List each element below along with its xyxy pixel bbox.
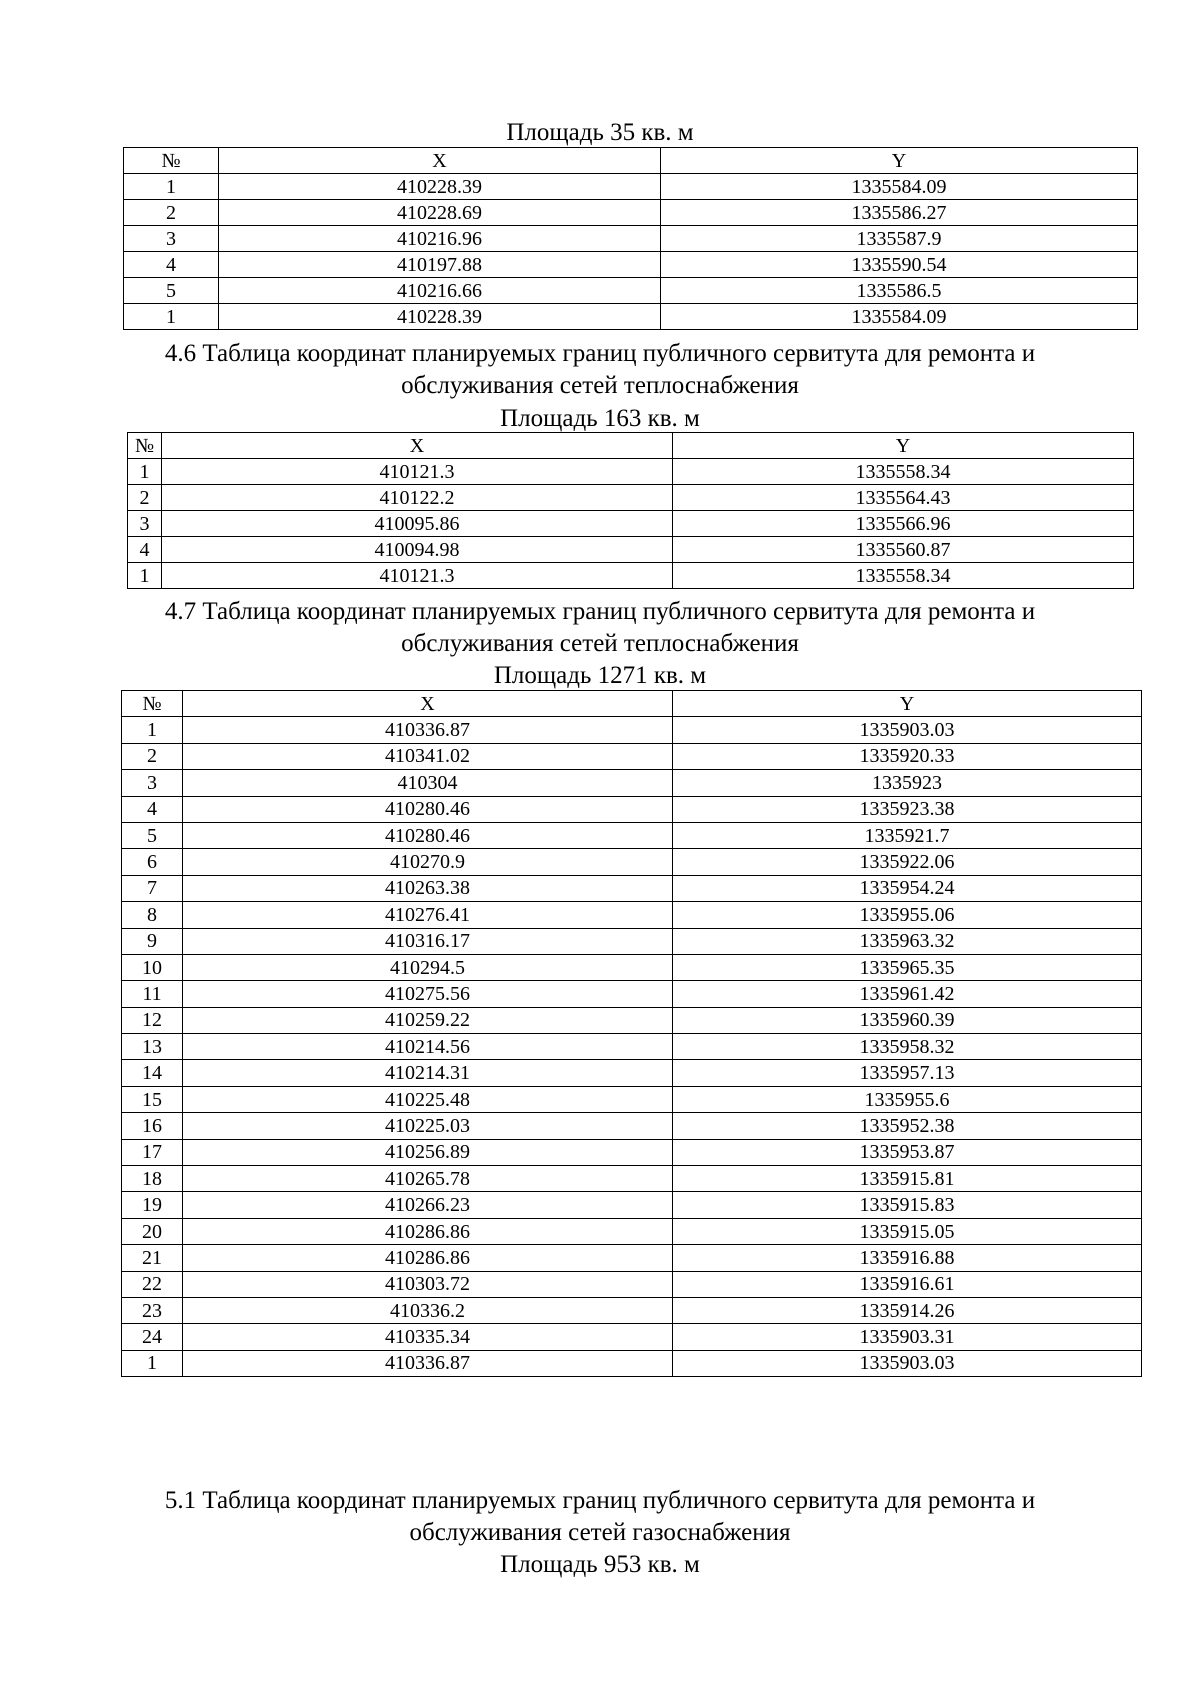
point-number-cell: 5 xyxy=(124,278,219,304)
y-coordinate-cell: 1335584.09 xyxy=(661,304,1138,330)
x-coordinate-cell: 410335.34 xyxy=(183,1324,673,1350)
table-row xyxy=(122,1218,1142,1244)
y-coordinate-cell: 1335914.26 xyxy=(673,1297,1142,1323)
header-y: Y xyxy=(673,433,1134,459)
table-header-row xyxy=(124,148,1138,174)
y-coordinate-cell: 1335903.31 xyxy=(673,1324,1142,1350)
point-number-cell: 1 xyxy=(122,1350,183,1376)
y-coordinate-cell: 1335961.42 xyxy=(673,981,1142,1007)
area-caption-1271: Площадь 1271 кв. м xyxy=(493,662,707,689)
x-coordinate-cell: 410265.78 xyxy=(183,1166,673,1192)
table-header-row xyxy=(128,433,1134,459)
point-number-cell: 1 xyxy=(124,174,219,200)
table-row xyxy=(122,796,1142,822)
table-title-4-7-line1: 4.7 Таблица координат планируемых границ публичного сервитута для ремонта и xyxy=(164,598,1036,625)
point-number-cell: 5 xyxy=(122,822,183,848)
point-number-cell: 6 xyxy=(122,849,183,875)
y-coordinate-cell: 1335958.32 xyxy=(673,1034,1142,1060)
point-number-cell: 18 xyxy=(122,1166,183,1192)
x-coordinate-cell: 410228.39 xyxy=(219,174,661,200)
point-number-cell: 2 xyxy=(122,743,183,769)
x-coordinate-cell: 410270.9 xyxy=(183,849,673,875)
table-title-5-1-line1: 5.1 Таблица координат планируемых границ публичного сервитута для ремонта и xyxy=(164,1487,1036,1514)
point-number-cell: 23 xyxy=(122,1297,183,1323)
header-x: X xyxy=(219,148,661,174)
y-coordinate-cell: 1335954.24 xyxy=(673,875,1142,901)
area-caption-35: Площадь 35 кв. м xyxy=(506,119,694,146)
point-number-cell: 3 xyxy=(124,226,219,252)
y-coordinate-cell: 1335920.33 xyxy=(673,743,1142,769)
y-coordinate-cell: 1335957.13 xyxy=(673,1060,1142,1086)
table-row xyxy=(122,1192,1142,1218)
y-coordinate-cell: 1335965.35 xyxy=(673,954,1142,980)
table-row xyxy=(128,511,1134,537)
header-x: X xyxy=(183,691,673,717)
header-number: № xyxy=(128,433,162,459)
table-row xyxy=(122,770,1142,796)
x-coordinate-cell: 410121.3 xyxy=(162,563,673,589)
y-coordinate-cell: 1335558.34 xyxy=(673,459,1134,485)
table-row xyxy=(122,1113,1142,1139)
table-row xyxy=(122,849,1142,875)
y-coordinate-cell: 1335586.5 xyxy=(661,278,1138,304)
x-coordinate-cell: 410336.2 xyxy=(183,1297,673,1323)
table-row xyxy=(122,717,1142,743)
table-row xyxy=(128,459,1134,485)
point-number-cell: 3 xyxy=(122,770,183,796)
table-row xyxy=(122,902,1142,928)
point-number-cell: 2 xyxy=(128,485,162,511)
header-y: Y xyxy=(661,148,1138,174)
table-row xyxy=(128,485,1134,511)
y-coordinate-cell: 1335916.61 xyxy=(673,1271,1142,1297)
table-row xyxy=(122,1060,1142,1086)
x-coordinate-cell: 410095.86 xyxy=(162,511,673,537)
table-row xyxy=(128,563,1134,589)
table-row xyxy=(122,954,1142,980)
y-coordinate-cell: 1335584.09 xyxy=(661,174,1138,200)
point-number-cell: 7 xyxy=(122,875,183,901)
y-coordinate-cell: 1335955.06 xyxy=(673,902,1142,928)
point-number-cell: 3 xyxy=(128,511,162,537)
x-coordinate-cell: 410228.39 xyxy=(219,304,661,330)
table-row xyxy=(124,252,1138,278)
point-number-cell: 8 xyxy=(122,902,183,928)
x-coordinate-cell: 410286.86 xyxy=(183,1245,673,1271)
header-number: № xyxy=(122,691,183,717)
point-number-cell: 4 xyxy=(128,537,162,563)
table-title-4-6-line1: 4.6 Таблица координат планируемых границ публичного сервитута для ремонта и xyxy=(164,340,1036,367)
point-number-cell: 10 xyxy=(122,954,183,980)
table-header-row xyxy=(122,691,1142,717)
x-coordinate-cell: 410263.38 xyxy=(183,875,673,901)
x-coordinate-cell: 410275.56 xyxy=(183,981,673,1007)
table-row xyxy=(124,304,1138,330)
x-coordinate-cell: 410214.31 xyxy=(183,1060,673,1086)
x-coordinate-cell: 410276.41 xyxy=(183,902,673,928)
point-number-cell: 21 xyxy=(122,1245,183,1271)
y-coordinate-cell: 1335955.6 xyxy=(673,1086,1142,1112)
point-number-cell: 22 xyxy=(122,1271,183,1297)
table-row xyxy=(122,1034,1142,1060)
point-number-cell: 17 xyxy=(122,1139,183,1165)
x-coordinate-cell: 410286.86 xyxy=(183,1218,673,1244)
y-coordinate-cell: 1335952.38 xyxy=(673,1113,1142,1139)
point-number-cell: 9 xyxy=(122,928,183,954)
header-y: Y xyxy=(673,691,1142,717)
table-row xyxy=(122,1086,1142,1112)
point-number-cell: 16 xyxy=(122,1113,183,1139)
point-number-cell: 20 xyxy=(122,1218,183,1244)
y-coordinate-cell: 1335916.88 xyxy=(673,1245,1142,1271)
header-number: № xyxy=(124,148,219,174)
point-number-cell: 11 xyxy=(122,981,183,1007)
table-row xyxy=(122,1350,1142,1376)
y-coordinate-cell: 1335560.87 xyxy=(673,537,1134,563)
point-number-cell: 12 xyxy=(122,1007,183,1033)
table-title-4-6-line2: обслуживания сетей теплоснабжения xyxy=(401,372,799,399)
y-coordinate-cell: 1335923.38 xyxy=(673,796,1142,822)
x-coordinate-cell: 410259.22 xyxy=(183,1007,673,1033)
coordinates-table-35 xyxy=(123,147,1138,330)
point-number-cell: 4 xyxy=(122,796,183,822)
x-coordinate-cell: 410304 xyxy=(183,770,673,796)
y-coordinate-cell: 1335915.05 xyxy=(673,1218,1142,1244)
x-coordinate-cell: 410094.98 xyxy=(162,537,673,563)
x-coordinate-cell: 410121.3 xyxy=(162,459,673,485)
point-number-cell: 4 xyxy=(124,252,219,278)
x-coordinate-cell: 410303.72 xyxy=(183,1271,673,1297)
coordinates-table-1271 xyxy=(121,690,1142,1377)
x-coordinate-cell: 410225.03 xyxy=(183,1113,673,1139)
x-coordinate-cell: 410216.66 xyxy=(219,278,661,304)
x-coordinate-cell: 410256.89 xyxy=(183,1139,673,1165)
point-number-cell: 1 xyxy=(122,717,183,743)
point-number-cell: 1 xyxy=(128,563,162,589)
y-coordinate-cell: 1335923 xyxy=(673,770,1142,796)
y-coordinate-cell: 1335963.32 xyxy=(673,928,1142,954)
table-row xyxy=(122,1297,1142,1323)
point-number-cell: 2 xyxy=(124,200,219,226)
table-row xyxy=(122,1324,1142,1350)
coordinates-table-163 xyxy=(127,432,1134,589)
table-row xyxy=(122,1245,1142,1271)
table-row xyxy=(124,174,1138,200)
table-row xyxy=(124,278,1138,304)
area-caption-953: Площадь 953 кв. м xyxy=(500,1551,700,1578)
x-coordinate-cell: 410336.87 xyxy=(183,1350,673,1376)
x-coordinate-cell: 410336.87 xyxy=(183,717,673,743)
point-number-cell: 1 xyxy=(124,304,219,330)
x-coordinate-cell: 410266.23 xyxy=(183,1192,673,1218)
table-row xyxy=(122,875,1142,901)
table-row xyxy=(122,822,1142,848)
table-row xyxy=(122,928,1142,954)
x-coordinate-cell: 410228.69 xyxy=(219,200,661,226)
y-coordinate-cell: 1335903.03 xyxy=(673,717,1142,743)
x-coordinate-cell: 410280.46 xyxy=(183,822,673,848)
point-number-cell: 24 xyxy=(122,1324,183,1350)
y-coordinate-cell: 1335953.87 xyxy=(673,1139,1142,1165)
table-row xyxy=(122,1271,1142,1297)
table-row xyxy=(124,226,1138,252)
x-coordinate-cell: 410216.96 xyxy=(219,226,661,252)
table-row xyxy=(122,743,1142,769)
x-coordinate-cell: 410294.5 xyxy=(183,954,673,980)
y-coordinate-cell: 1335586.27 xyxy=(661,200,1138,226)
table-title-4-7-line2: обслуживания сетей теплоснабжения xyxy=(401,630,799,657)
table-row xyxy=(122,1139,1142,1165)
table-row xyxy=(122,1007,1142,1033)
x-coordinate-cell: 410214.56 xyxy=(183,1034,673,1060)
table-title-5-1-line2: обслуживания сетей газоснабжения xyxy=(409,1519,791,1546)
table-row xyxy=(122,981,1142,1007)
x-coordinate-cell: 410122.2 xyxy=(162,485,673,511)
y-coordinate-cell: 1335960.39 xyxy=(673,1007,1142,1033)
y-coordinate-cell: 1335558.34 xyxy=(673,563,1134,589)
table-row xyxy=(128,537,1134,563)
y-coordinate-cell: 1335915.81 xyxy=(673,1166,1142,1192)
x-coordinate-cell: 410197.88 xyxy=(219,252,661,278)
y-coordinate-cell: 1335922.06 xyxy=(673,849,1142,875)
y-coordinate-cell: 1335903.03 xyxy=(673,1350,1142,1376)
y-coordinate-cell: 1335915.83 xyxy=(673,1192,1142,1218)
point-number-cell: 1 xyxy=(128,459,162,485)
x-coordinate-cell: 410341.02 xyxy=(183,743,673,769)
area-caption-163: Площадь 163 кв. м xyxy=(500,405,700,432)
point-number-cell: 15 xyxy=(122,1086,183,1112)
header-x: X xyxy=(162,433,673,459)
x-coordinate-cell: 410316.17 xyxy=(183,928,673,954)
point-number-cell: 19 xyxy=(122,1192,183,1218)
y-coordinate-cell: 1335921.7 xyxy=(673,822,1142,848)
y-coordinate-cell: 1335587.9 xyxy=(661,226,1138,252)
table-row xyxy=(122,1166,1142,1192)
point-number-cell: 13 xyxy=(122,1034,183,1060)
x-coordinate-cell: 410225.48 xyxy=(183,1086,673,1112)
y-coordinate-cell: 1335590.54 xyxy=(661,252,1138,278)
point-number-cell: 14 xyxy=(122,1060,183,1086)
x-coordinate-cell: 410280.46 xyxy=(183,796,673,822)
y-coordinate-cell: 1335566.96 xyxy=(673,511,1134,537)
y-coordinate-cell: 1335564.43 xyxy=(673,485,1134,511)
table-row xyxy=(124,200,1138,226)
